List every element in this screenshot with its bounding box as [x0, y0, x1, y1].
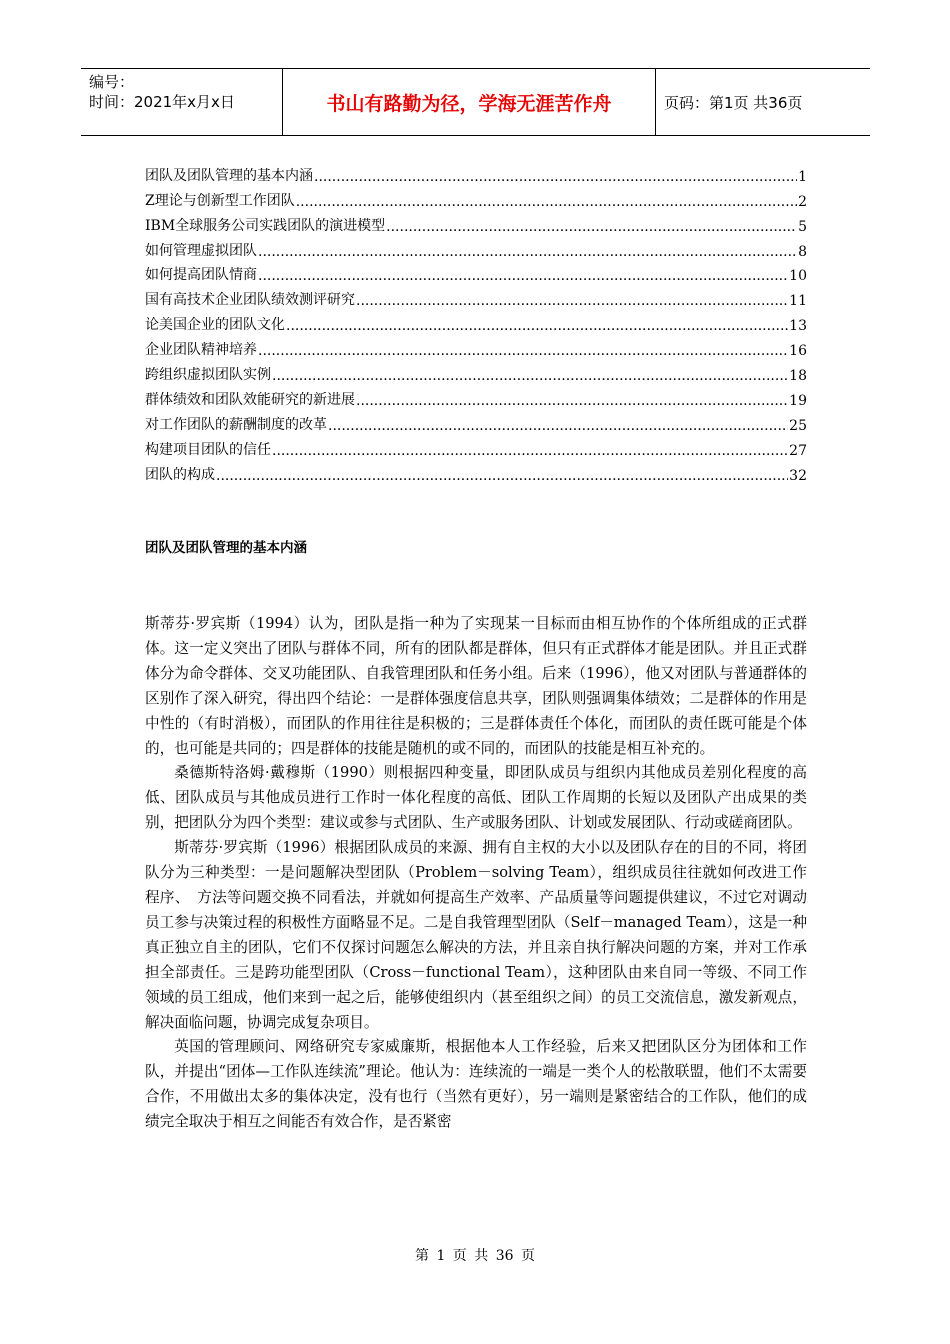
toc-page: 10	[789, 268, 807, 285]
header-table	[81, 68, 870, 136]
toc-leader	[314, 169, 797, 185]
section-heading: 团队及团队管理的基本内涵	[145, 540, 307, 556]
toc-title: 跨组织虚拟团队实例	[145, 367, 271, 384]
toc-title: 群体绩效和团队效能研究的新进展	[145, 391, 355, 408]
toc-entry[interactable]	[145, 434, 807, 459]
toc-page: 27	[789, 442, 807, 459]
toc-title: 团队的构成	[145, 466, 215, 483]
toc-entry[interactable]	[145, 284, 807, 309]
toc-page: 1	[798, 168, 807, 185]
paragraph: 桑德斯特洛姆·戴穆斯（1990）则根据四种变量，即团队成员与组织内其他成员差别化程度的高低、团队成员与其他成员进行工作时一体化程度的高低、团队工作周期的长短以及团队产出成果的类别，把团队分为四个类型：建议或参与式团队、生产或服务团队、计划或发展团队、行动或磋商团队。	[145, 764, 807, 832]
paragraph: 英国的管理顾问、网络研究专家威廉斯，根据他本人工作经验，后来又把团队区分为团体和工作队，并提出“团体—工作队连续流”理论。他认为：连续流的一端是一类个人的松散联盟，他们不太需要合作，不用做出太多的集体决定，没有也行（当然有更好），另一端则是紧密结合的工作队，他们的成绩完全取决于相互之间能否有效合作，是否紧密	[145, 1038, 807, 1131]
toc-title: 构建项目团队的信任	[145, 441, 271, 458]
toc-title: 如何管理虚拟团队	[145, 242, 257, 259]
toc-page: 25	[789, 417, 807, 434]
toc-page: 32	[789, 467, 807, 484]
toc-entry[interactable]	[145, 260, 807, 285]
header-motto: 书山有路勤为径，学海无涯苦作舟	[283, 69, 656, 135]
toc-leader	[296, 194, 797, 210]
toc-title: 国有高技术企业团队绩效测评研究	[145, 292, 355, 309]
toc-leader	[272, 443, 788, 459]
toc-entry[interactable]	[145, 210, 807, 235]
toc-leader	[328, 418, 788, 434]
table-of-contents	[145, 160, 807, 484]
toc-page: 5	[798, 218, 807, 235]
toc-leader	[356, 293, 788, 309]
toc-entry[interactable]	[145, 359, 807, 384]
toc-page: 16	[789, 343, 807, 360]
toc-leader	[258, 244, 797, 260]
header-page-info: 页码：第1页 共36页	[664, 93, 803, 112]
toc-leader	[216, 468, 788, 484]
paragraph: 斯蒂芬·罗宾斯（1996）根据团队成员的来源、拥有自主权的大小以及团队存在的目的不同，将团队分为三种类型：一是问题解决型团队（Problem－solving Team），组织成员往往就如何改进工作程序、 方法等问题交换不同看法，并就如何提高生产效率、产品质量等问题提供建议，不过它对调动员工参与决策过程的积极性方面略显不足。二是自我管理型团队（Self－managed Team），这是一种真正独立自主的团队，它们不仅探讨问题怎么解决的方法，并且亲自执行解决问题的方案，并对工作承担全部责任。三是跨功能型团队（Cross－functional Team），这种团队由来自同一等级、不同工作领域的员工组成，他们来到一起之后，能够使组织内（甚至组织之间）的员工交流信息，激发新观点，解决面临问题，协调完成复杂项目。	[145, 839, 807, 1031]
toc-page: 13	[789, 318, 807, 335]
article-body	[145, 612, 807, 1135]
toc-page: 2	[798, 193, 807, 210]
serial-label: 编号：	[89, 73, 135, 91]
toc-title: Z理论与创新型工作团队	[145, 192, 295, 209]
toc-page: 8	[798, 243, 807, 260]
toc-title: 如何提高团队情商	[145, 267, 257, 284]
toc-leader	[286, 318, 788, 334]
toc-entry[interactable]	[145, 384, 807, 409]
toc-leader	[258, 343, 788, 359]
toc-leader	[386, 219, 797, 235]
toc-title: IBM全球服务公司实践团队的演进模型	[145, 217, 386, 234]
paragraph: 斯蒂芬·罗宾斯（1994）认为，团队是指一种为了实现某一目标而由相互协作的个体所组成的正式群体。这一定义突出了团队与群体不同，所有的团队都是群体，但只有正式群体才能是团队。并且正式群体分为命令群体、交叉功能团队、自我管理团队和任务小组。后来（1996），他又对团队与普通群体的区别作了深入研究，得出四个结论：一是群体强度信息共享，团队则强调集体绩效；二是群体的作用是中性的（有时消极），而团队的作用往往是积极的；三是群体责任个体化，而团队的责任既可能是个体的，也可能是共同的；四是群体的技能是随机的或不同的，而团队的技能是相互补充的。	[145, 615, 807, 757]
toc-page: 19	[789, 392, 807, 409]
toc-entry[interactable]	[145, 459, 807, 484]
page-footer: 第 1 页 共 36 页	[415, 1248, 535, 1264]
toc-entry[interactable]	[145, 309, 807, 334]
toc-leader	[356, 393, 788, 409]
toc-entry[interactable]	[145, 160, 807, 185]
toc-title: 企业团队精神培养	[145, 342, 257, 359]
toc-page: 18	[789, 368, 807, 385]
time-label: 时间：2021年x月x日	[89, 93, 235, 111]
toc-entry[interactable]	[145, 334, 807, 359]
toc-title: 团队及团队管理的基本内涵	[145, 167, 313, 184]
toc-entry[interactable]	[145, 235, 807, 260]
toc-page: 11	[789, 293, 807, 310]
toc-title: 论美国企业的团队文化	[145, 317, 285, 334]
toc-leader	[272, 368, 788, 384]
toc-entry[interactable]	[145, 409, 807, 434]
header-left-cell	[81, 69, 283, 135]
toc-title: 对工作团队的薪酬制度的改革	[145, 416, 327, 433]
toc-entry[interactable]	[145, 185, 807, 210]
toc-leader	[258, 268, 788, 284]
